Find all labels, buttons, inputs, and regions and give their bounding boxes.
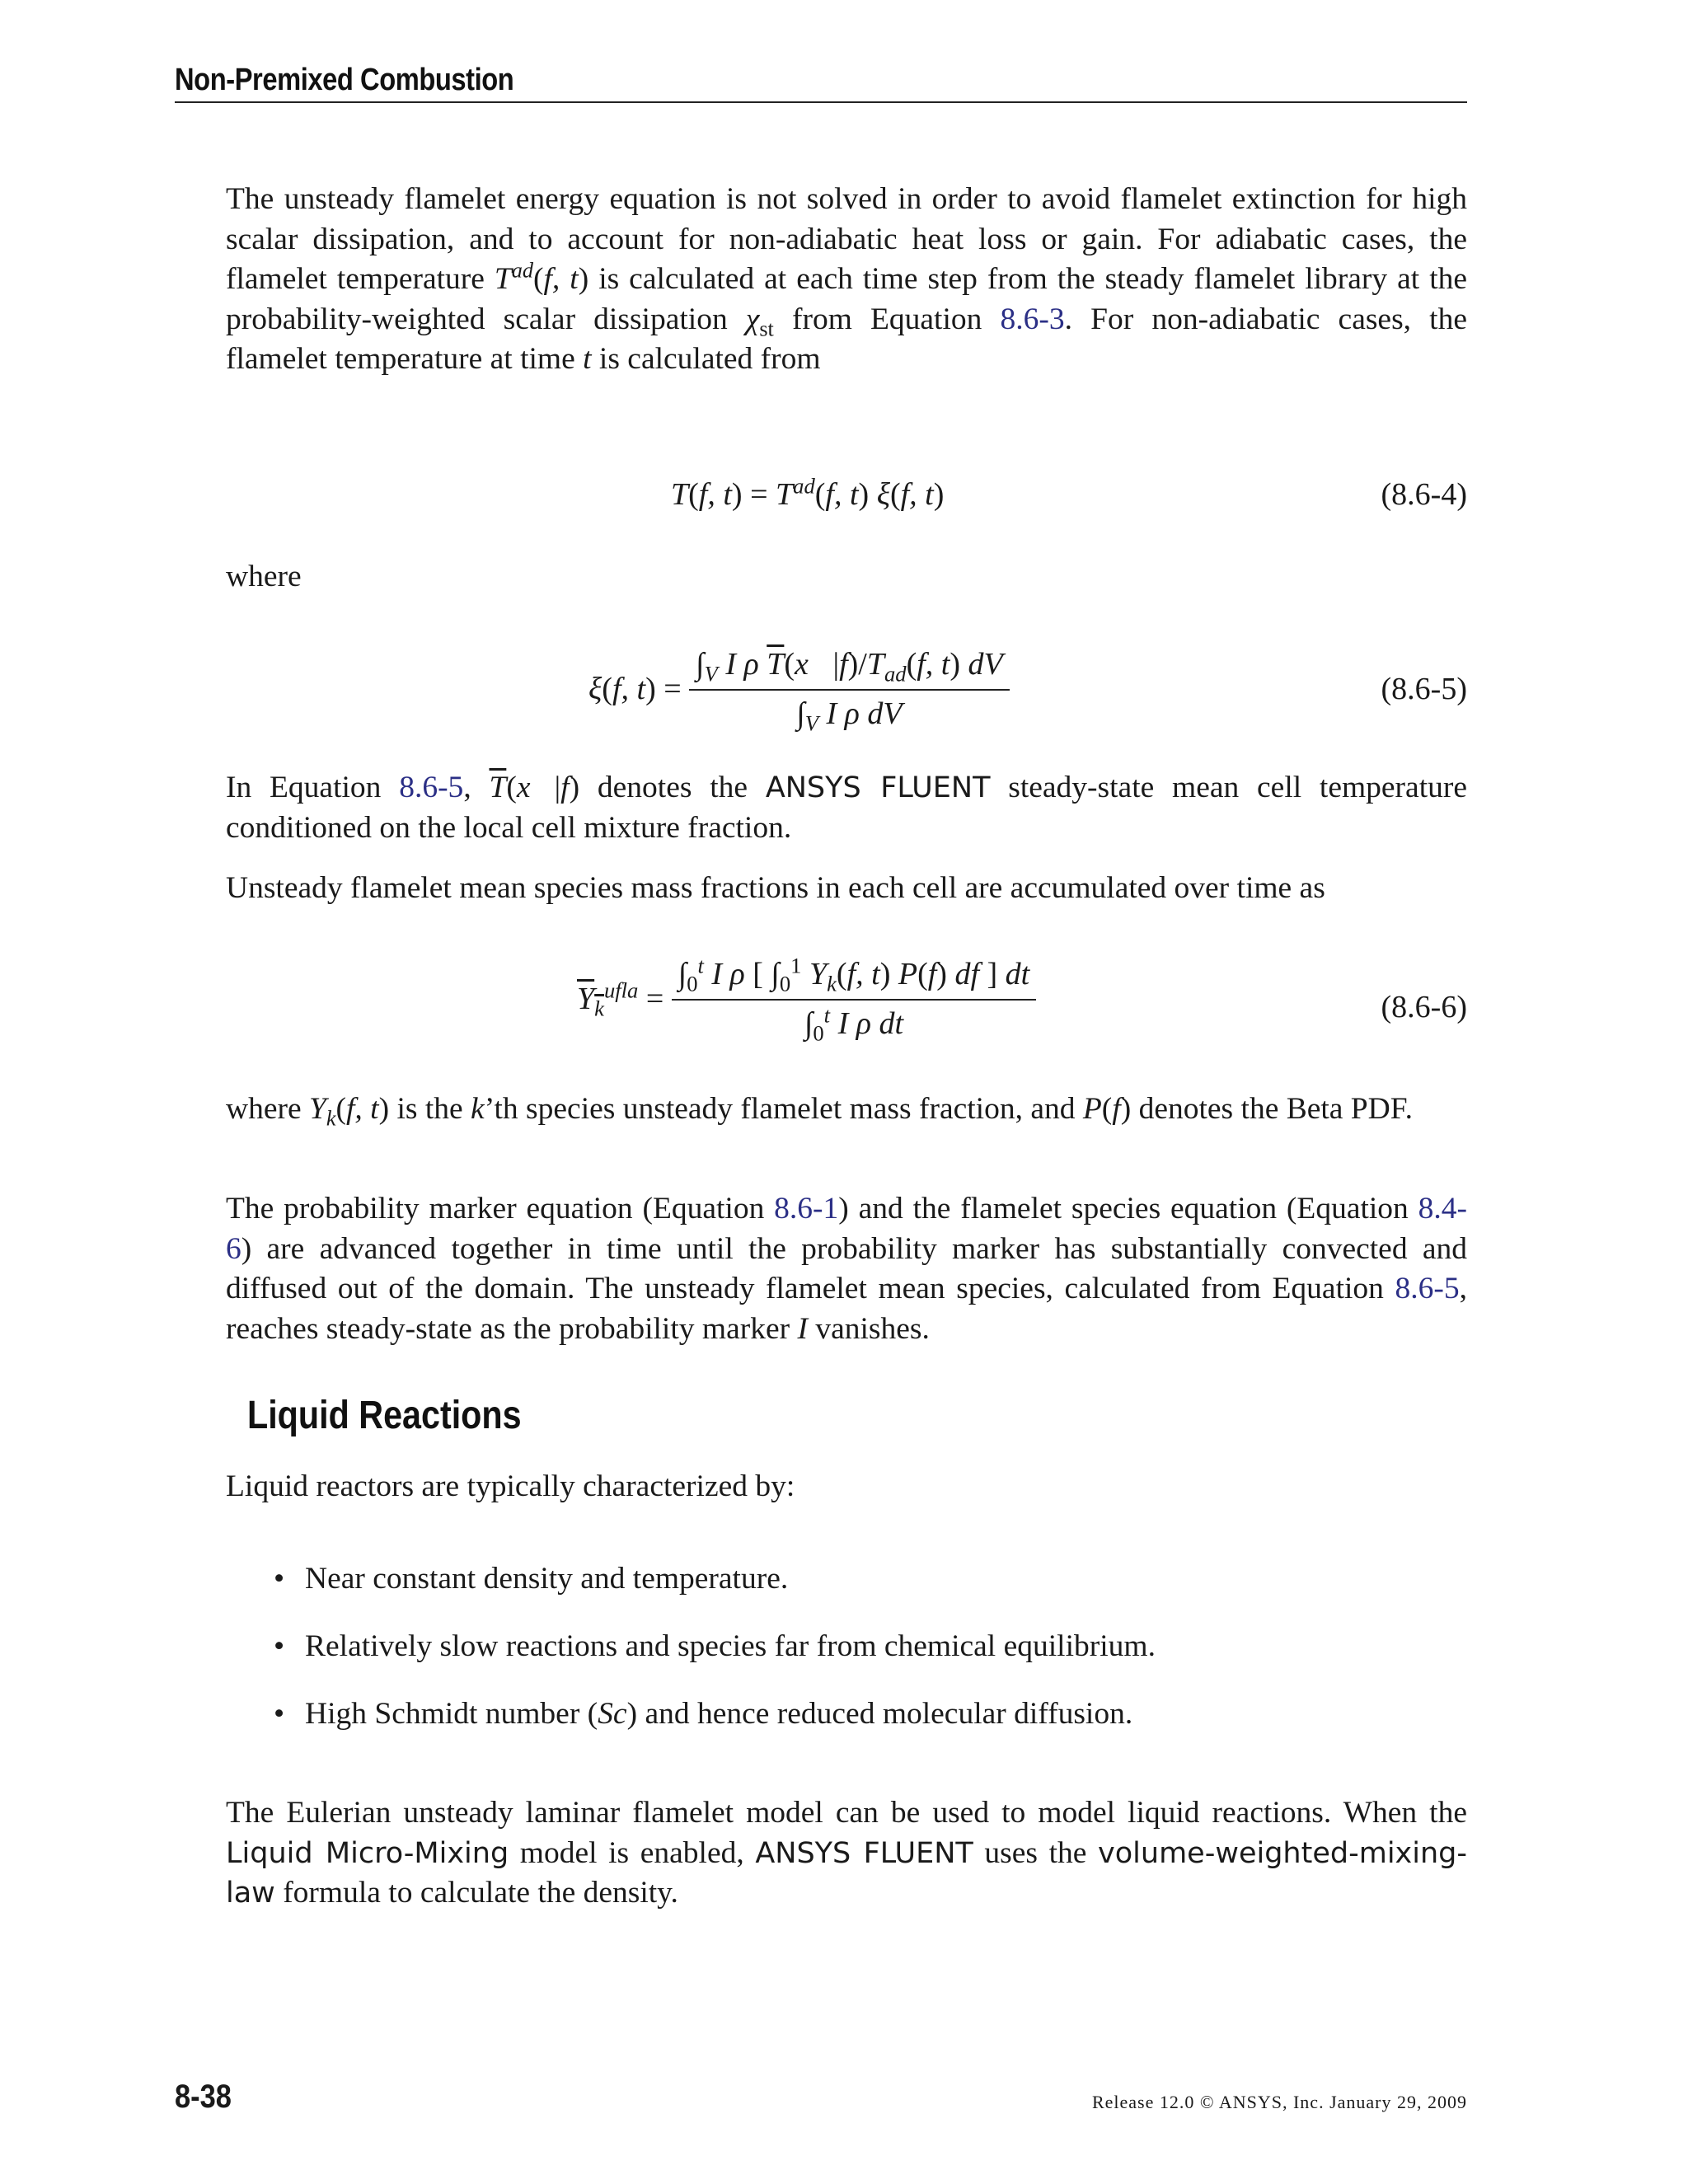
equation-link[interactable]: 8.6-3 (1000, 302, 1065, 336)
p7-text-2: model is enabled, (519, 1835, 744, 1870)
p5-text-2: ) and the flamelet species equation (Equation (838, 1192, 1409, 1226)
p1-text-5: is calculated from (598, 342, 821, 376)
equation-link[interactable]: 8.6-5 (399, 771, 464, 804)
equation-8-6-6 (226, 953, 1467, 1055)
equation-body: $Y_k^{ufla}$ = $\frac{\int_0^t I \rho [ \int_0^1 Y_k(f, t) P(f) df ] dt}{\int_0^t I \rho dt}$ (577, 956, 1036, 1042)
equation-link[interactable]: 8.6-1 (774, 1192, 839, 1226)
p5-text-1: The probability marker equation (Equation (226, 1192, 765, 1226)
list-item: • Relatively slow reactions and species far from chemical equilibrium. (274, 1629, 1156, 1663)
paragraph-eulerian-model (226, 1793, 1467, 1914)
p1-text-4: . For non-adiabatic cases, the flamelet temperature at time (226, 302, 1467, 376)
equation-8-6-5 (226, 646, 1467, 737)
p7-text-4: formula to calculate the density. (283, 1876, 678, 1910)
running-header: Non-Premixed Combustion (175, 63, 514, 97)
p2-text-1: In Equation (226, 771, 382, 804)
header-rule (175, 101, 1467, 103)
p4-text-3: ’th species unsteady flamelet mass fraction, and (484, 1092, 1076, 1126)
characteristics-list (270, 1559, 1465, 1762)
equation-number: (8.6-4) (1381, 477, 1467, 512)
p1-text-1: The unsteady flamelet energy equation is not solved in order to avoid flamelet extinction for high scalar dissipation, and to account for non-adiabatic heat loss or gain. For adiabatic cases, the flamelet temperature (226, 182, 1467, 296)
equation-number: (8.6-6) (1381, 990, 1467, 1024)
page-number: 8-38 (175, 2079, 232, 2115)
p4-text-2: is the (396, 1092, 463, 1126)
p7-text-1: The Eulerian unsteady laminar flamelet model can be used to model liquid reactions. When the (226, 1796, 1467, 1830)
p2-text-2: denotes the (597, 771, 748, 804)
p4-text-4: denotes the Beta PDF. (1138, 1092, 1413, 1126)
paragraph-probability-marker: The probability marker equation (Equation 8.6-1) and the flamelet species equation (Equation 8.4-6) are advanced together in time until the probability marker has substantially convected and diffused out of the domain. The unsteady flamelet mean species, calculated from Equation 8.6-5, reaches steady-state as the probability marker I vanishes. (226, 1192, 1468, 1346)
p4-text-1: where (226, 1092, 302, 1126)
p1-text-2: is calculated at each time step from the steady flamelet library at the probability-weighted scalar dissipation (226, 262, 1468, 336)
paragraph-species-definition: where $Y_k(f$, t) is the k’th species unsteady flamelet mass fraction, and P(f) denotes the Beta PDF. (226, 1092, 1413, 1131)
p5-text-4: , reaches steady-state as the probability marker (226, 1272, 1468, 1346)
equation-body: ξ(f, t) = $\frac{\int_V I \rho \overline{T}(x⃗|f)/T_{ad}(f, t) dV}{\int_V I \rho dV}$ (588, 646, 1010, 732)
paragraph-energy-equation: The unsteady flamelet energy equation is not solved in order to avoid flamelet extinction for high scalar dissipation, and to account for non-adiabatic heat loss or gain. For adiabatic cases, the flamelet temperature $T^{ad}(f$, t) is calculated at each time step from the steady flamelet library at the probability-weighted scalar dissipation $\chi_{st}$ from Equation 8.6-3. For non-adiabatic cases, the flamelet temperature at time t is calculated from (226, 182, 1468, 376)
equation-body: T(f, $t) = T^{ad}(f$, t) ξ(f, t) (671, 473, 945, 512)
equation-number: (8.6-5) (1381, 672, 1467, 706)
paragraph-species-accumulation: Unsteady flamelet mean species mass fractions in each cell are accumulated over time as (226, 871, 1325, 905)
equation-link[interactable]: 8.6-5 (1395, 1272, 1460, 1305)
option-name: Liquid Micro-Mixing (226, 1836, 509, 1870)
product-name: ANSYS FLUENT (765, 771, 991, 804)
paragraph-mean-temperature: In Equation 8.6-5, $\overline{T}(x⃗|f)$ denotes the ANSYS FLUENT steady-state mean cell temperature conditioned on the local cell mixture fraction. (226, 771, 1467, 845)
list-item: • Near constant density and temperature. (274, 1562, 789, 1596)
paragraph-liquid-intro: Liquid reactors are typically characterized by: (226, 1469, 795, 1503)
p5-text-3: ) are advanced together in time until the probability marker has substantially convected and diffused out of the domain. The unsteady flamelet mean species, calculated from Equation (226, 1231, 1467, 1305)
fraction: $\frac{\int_V I \rho \overline{T}(x⃗|f)/T_{ad}(f, t) dV}{\int_V I \rho dV}$ (689, 646, 1010, 732)
product-name: ANSYS FLUENT (755, 1836, 973, 1870)
section-heading: Liquid Reactions (247, 1394, 522, 1437)
equation-8-6-4 (226, 473, 1467, 526)
equation-link[interactable]: 8.4-6 (226, 1192, 1468, 1266)
fraction: $\frac{\int_0^t I \rho [ \int_0^1 Y_k(f, t) P(f) df ] dt}{\int_0^t I \rho dt}$ (672, 956, 1036, 1042)
p5-text-5: vanishes. (815, 1311, 930, 1346)
release-info: Release 12.0 © ANSYS, Inc. January 29, 2009 (1091, 2092, 1467, 2112)
where-label: where (226, 560, 302, 593)
p7-text-3: uses the (984, 1835, 1087, 1870)
p2-text-3: steady-state mean cell temperature conditioned on the local cell mixture fraction. (226, 771, 1467, 845)
option-name: volume-weighted-mixing-law (226, 1836, 1468, 1910)
p1-text-3: from Equation (791, 302, 982, 336)
list-item: • High Schmidt number (Sc) and hence reduced molecular diffusion. (274, 1697, 1133, 1731)
